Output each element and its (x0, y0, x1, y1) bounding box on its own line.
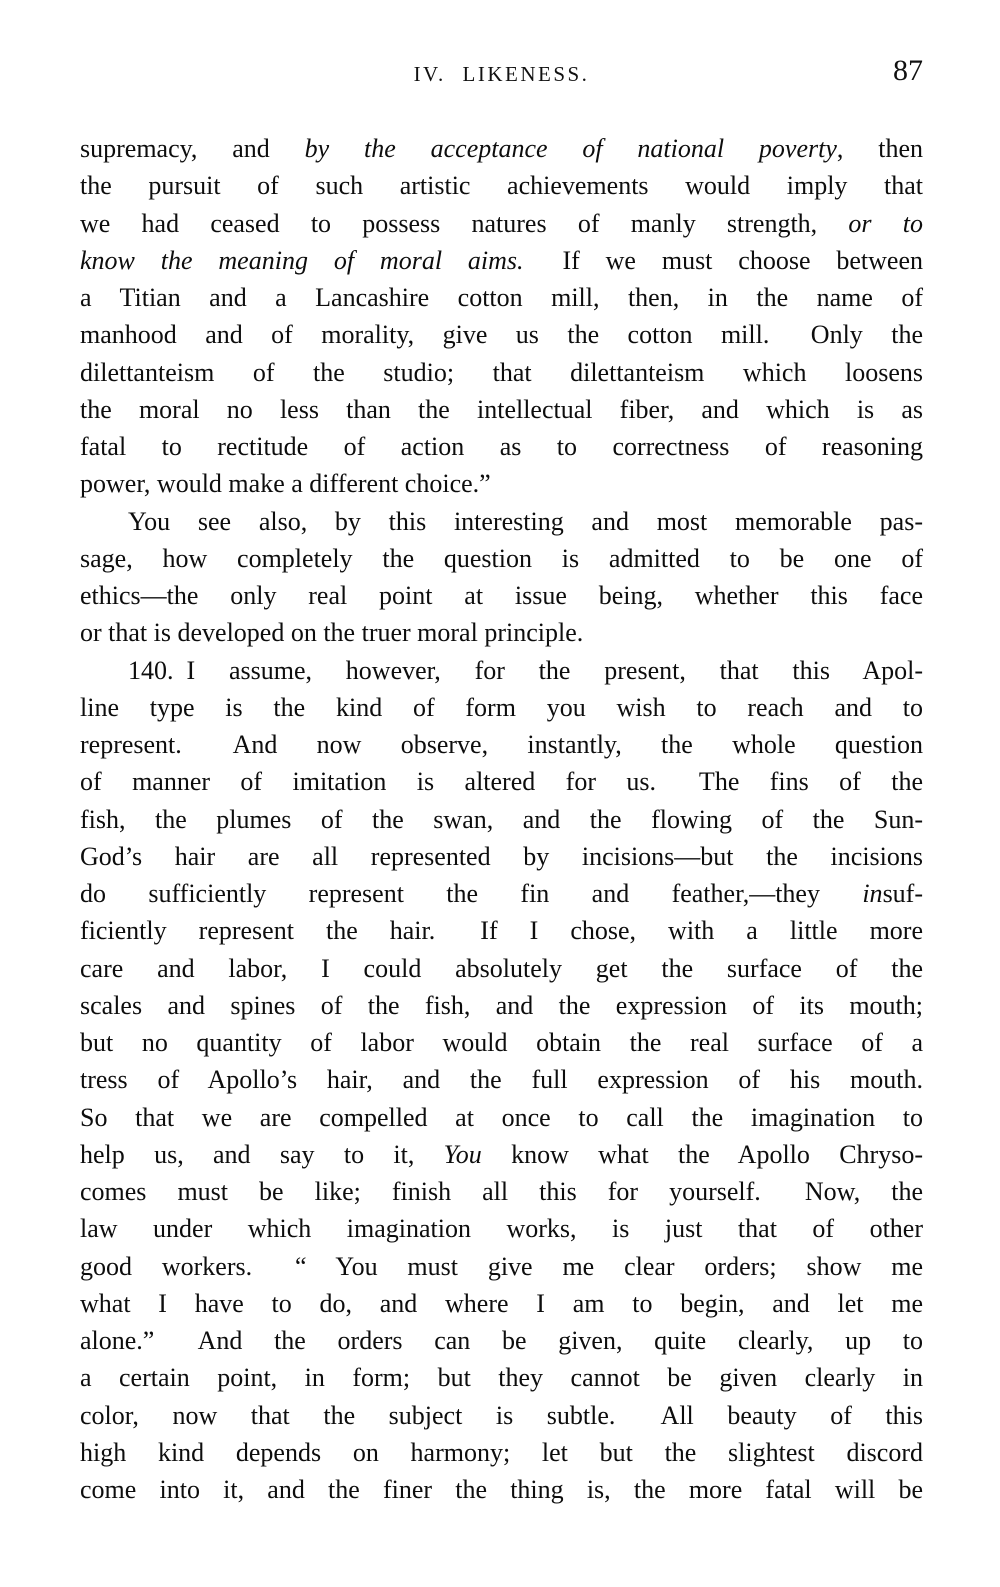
text-run: ethics—the only real point at issue being, whether this face (80, 581, 923, 610)
text-run: comes must be like; finish all this for yourself. Now, the (80, 1177, 923, 1206)
page-body (80, 130, 923, 1508)
text-line (80, 1248, 923, 1285)
text-line (80, 205, 923, 242)
text-run: care and labor, I could absolutely get the surface of the (80, 953, 923, 983)
text-line (80, 242, 923, 279)
text-line (80, 801, 923, 838)
text-run: the moral no less than the intellectual fiber, and which is as (80, 394, 923, 424)
text-run: power, would make a different choice.” (80, 469, 491, 499)
text-run: sage, how completely the question is admitted to be one of (80, 543, 923, 573)
paragraph (80, 503, 923, 652)
text-run: , then (836, 134, 923, 163)
text-run: dilettanteism of the studio; that dilettanteism which loosens (80, 357, 923, 387)
text-line (80, 316, 923, 353)
text-run: a certain point, in form; but they cannot be given clearly in (80, 1363, 923, 1393)
text-line (80, 763, 923, 800)
text-run: God’s hair are all represented by incisions—but the incisions (80, 841, 923, 871)
text-line (80, 391, 923, 428)
text-run: help us, and say to it, (80, 1139, 444, 1169)
text-run: of manner of imitation is altered for us. The fins of the (80, 767, 923, 797)
text-line (80, 838, 923, 875)
text-line (80, 1136, 923, 1173)
text-line (80, 1024, 923, 1061)
text-run: a Titian and a Lancashire cotton mill, then, in the name of (80, 283, 923, 312)
text-run: high kind depends on harmony; let but the slightest discord (80, 1437, 923, 1467)
text-run: do sufficiently represent the fin and feather,—they (80, 879, 863, 908)
text-run: good workers. “ You must give me clear orders; show me (80, 1251, 923, 1281)
text-run: supremacy, and (80, 134, 305, 163)
text-line (80, 987, 923, 1024)
text-run: ficiently represent the hair. If I chose, with a little more (80, 916, 923, 946)
text-run: 140. I assume, however, for the present, that this Apol- (128, 655, 923, 685)
text-line (80, 354, 923, 391)
text-line (80, 1210, 923, 1247)
text-line (80, 577, 923, 614)
page-number: 87 (893, 54, 923, 87)
text-run: the pursuit of such artistic achievements would imply that (80, 171, 923, 201)
text-line (80, 130, 923, 167)
text-run: So that we are compelled at once to call the imagination to (80, 1102, 923, 1132)
text-run: alone.” And the orders can be given, quite clearly, up to (80, 1326, 923, 1355)
text-run: If we must choose between (523, 245, 923, 275)
text-line (80, 950, 923, 987)
text-line (80, 726, 923, 763)
text-line (80, 875, 923, 912)
italic-text-run: You (443, 1139, 482, 1169)
text-line (80, 1359, 923, 1396)
text-line (80, 1322, 923, 1359)
italic-text-run: by the acceptance of national poverty (304, 134, 837, 163)
italic-text-run: know the meaning of moral aims. (80, 245, 524, 275)
text-line (80, 912, 923, 949)
text-run: fatal to rectitude of action as to correctness of reasoning (80, 432, 923, 461)
text-run: come into it, and the finer the thing is, the more fatal will be (80, 1475, 923, 1504)
text-line (80, 1099, 923, 1136)
text-line (80, 652, 923, 689)
italic-text-run: in (862, 879, 883, 908)
text-run: law under which imagination works, is just that of other (80, 1214, 923, 1244)
text-run: or that is developed on the truer moral principle. (80, 618, 584, 648)
paragraph (80, 130, 923, 503)
text-run: line type is the kind of form you wish to reach and to (80, 692, 923, 722)
text-line (80, 1434, 923, 1471)
text-run: we had ceased to possess natures of manly strength, (80, 208, 849, 238)
text-run: scales and spines of the fish, and the expression of its mouth; (80, 990, 923, 1020)
text-run: fish, the plumes of the swan, and the flowing of the Sun- (80, 804, 923, 834)
text-run: manhood and of morality, give us the cotton mill. Only the (80, 320, 923, 350)
text-line (80, 1285, 923, 1322)
text-line (80, 614, 923, 651)
text-line (80, 1397, 923, 1434)
text-run: tress of Apollo’s hair, and the full expression of his mouth. (80, 1065, 923, 1095)
text-line (80, 540, 923, 577)
text-line (80, 1173, 923, 1210)
text-line (80, 279, 923, 316)
text-run: You see also, by this interesting and most memorable pas- (128, 506, 923, 536)
text-line (80, 167, 923, 204)
paragraph (80, 652, 923, 1509)
text-run: suf- (882, 879, 923, 908)
text-line (80, 689, 923, 726)
text-line (80, 503, 923, 540)
text-line (80, 1061, 923, 1098)
text-run: represent. And now observe, instantly, the whole question (80, 730, 923, 759)
text-run: color, now that the subject is subtle. All beauty of this (80, 1400, 923, 1430)
page-header (80, 54, 923, 96)
italic-text-run: or to (848, 208, 923, 238)
text-line (80, 428, 923, 465)
running-head-title: IV. LIKENESS. (413, 62, 590, 86)
text-run: what I have to do, and where I am to begin, and let me (80, 1288, 923, 1318)
text-line (80, 1471, 923, 1508)
text-line (80, 465, 923, 502)
text-run: but no quantity of labor would obtain the real surface of a (80, 1028, 923, 1057)
text-run: know what the Apollo Chryso- (481, 1139, 923, 1169)
